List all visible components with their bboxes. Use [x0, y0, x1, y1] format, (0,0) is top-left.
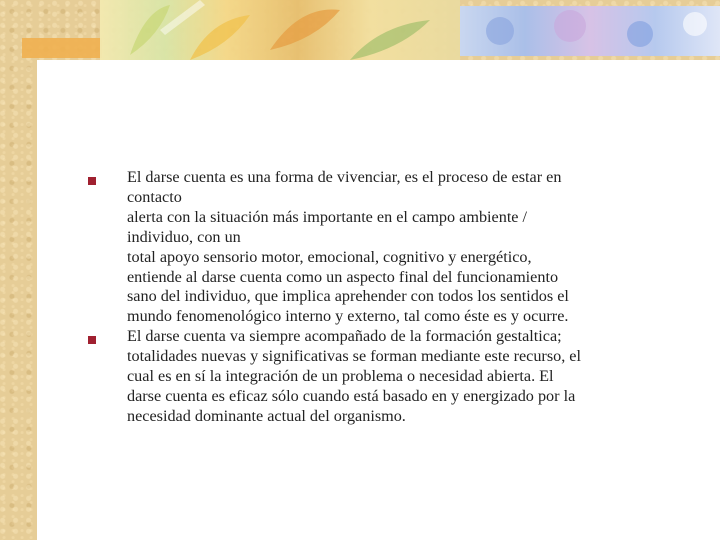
list-item [82, 168, 692, 327]
bullet-list [82, 168, 692, 427]
square-bullet-icon [88, 177, 96, 185]
list-item [82, 327, 692, 427]
leaf-icon [100, 0, 460, 62]
bullet-text: El darse cuenta va siempre acompañado de la formación gestaltica; totalidades nuevas y significativas se forman mediante este recurso, el cual es en sí la integración de un problema o necesidad abierta. El darse cuenta es eficaz sólo cuando está basado en y energizado por la necesidad dominante actual del organismo. [127, 327, 581, 425]
square-bullet-icon [88, 336, 96, 344]
decorative-strip [22, 38, 102, 58]
flower-icon [460, 6, 720, 56]
decorative-header-banner [0, 0, 720, 62]
flower-collage-image [460, 6, 720, 56]
bullet-text: El darse cuenta es una forma de vivenciar, es el proceso de estar en contacto alerta con la situación más importante en el campo ambiente / individuo, con un total apoyo sensorio motor, emocional, cognitivo y energético, entiende al darse cuenta como un aspecto final del funcionamiento sano del individuo, que implica aprehender con todos los sentidos el mundo fenomenológico interno y externo, tal como éste es y ocurre. [127, 168, 569, 326]
leaf-collage-image [100, 0, 460, 62]
